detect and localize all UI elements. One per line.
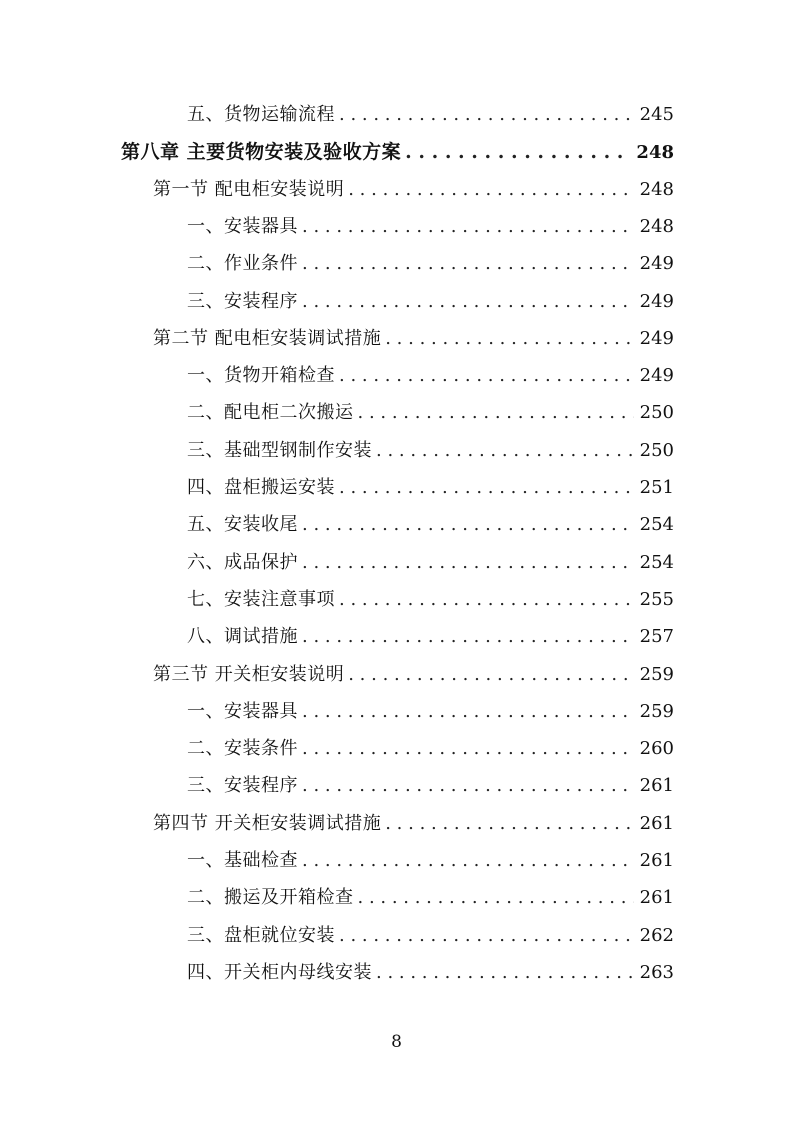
toc-entry-label: 五、货物运输流程 (187, 104, 335, 125)
dot-leader (339, 100, 634, 130)
toc-subsection-entry[interactable] (187, 958, 674, 988)
toc-entry-page-number: 255 (639, 588, 674, 610)
toc-entry-label: 四、盘柜搬运安装 (187, 477, 335, 498)
toc-entry-page-number: 249 (639, 290, 674, 312)
dot-leader (302, 846, 634, 876)
dot-leader (385, 324, 633, 354)
toc-entry-page-number: 249 (639, 253, 674, 275)
toc-entry-page-number: 251 (639, 477, 674, 498)
toc-subsection-entry[interactable] (187, 846, 674, 876)
toc-entry-label: 二、搬运及开箱检查 (187, 887, 354, 909)
toc-entry-label: 第八章 主要货物安装及验收方案 (121, 141, 402, 164)
toc-entry-page-number: 245 (639, 104, 674, 125)
toc-entry-page-number: 249 (639, 365, 674, 387)
toc-entry-page-number: 250 (639, 402, 674, 424)
toc-entry-label: 七、安装注意事项 (187, 588, 335, 610)
dot-leader (302, 771, 634, 801)
dot-leader (376, 436, 634, 466)
toc-subsection-entry[interactable] (187, 287, 674, 317)
toc-subsection-entry[interactable] (187, 510, 674, 540)
toc-entry-label: 一、安装器具 (187, 215, 298, 237)
toc-entry-page-number: 259 (639, 700, 674, 722)
toc-subsection-entry[interactable] (187, 734, 674, 764)
toc-section-entry[interactable] (153, 324, 674, 354)
dot-leader (302, 287, 634, 317)
toc-entry-page-number: 261 (639, 887, 674, 909)
toc-entry-label: 第一节 配电柜安装说明 (153, 178, 345, 200)
toc-entry-page-number: 248 (636, 142, 674, 164)
toc-entry-label: 八、调试措施 (187, 626, 298, 648)
dot-leader (348, 660, 633, 690)
toc-subsection-entry[interactable] (187, 622, 674, 652)
dot-leader (339, 585, 634, 615)
dot-leader (339, 921, 634, 951)
toc-entry-page-number: 262 (639, 924, 674, 946)
toc-entry-label: 二、作业条件 (187, 253, 298, 275)
dot-leader (339, 473, 634, 503)
toc-entry-label: 六、成品保护 (187, 551, 298, 573)
dot-leader (358, 883, 634, 913)
toc-entry-label: 第三节 开关柜安装说明 (153, 663, 345, 685)
toc-entry-label: 一、安装器具 (187, 700, 298, 722)
dot-leader (302, 622, 634, 652)
toc-section-entry[interactable] (153, 660, 674, 690)
toc-entry-label: 三、安装程序 (187, 775, 298, 797)
dot-leader (302, 697, 634, 727)
toc-entry-page-number: 257 (639, 626, 674, 648)
toc-subsection-entry[interactable] (187, 883, 674, 913)
toc-subsection-entry[interactable] (187, 212, 674, 242)
dot-leader (405, 137, 630, 167)
toc-entry-page-number: 248 (639, 215, 674, 237)
toc-entry-label: 二、安装条件 (187, 738, 298, 760)
toc-entry-page-number: 248 (639, 178, 674, 200)
toc-subsection-entry[interactable] (187, 100, 674, 130)
toc-entry-page-number: 254 (639, 551, 674, 573)
toc-subsection-entry[interactable] (187, 473, 674, 503)
toc-entry-page-number: 260 (639, 738, 674, 760)
toc-entry-page-number: 261 (639, 812, 674, 834)
toc-entry-label: 一、基础检查 (187, 850, 298, 871)
toc-subsection-entry[interactable] (187, 361, 674, 391)
toc-entry-label: 三、基础型钢制作安装 (187, 439, 372, 461)
toc-section-entry[interactable] (153, 809, 674, 839)
toc-subsection-entry[interactable] (187, 921, 674, 951)
toc-entry-page-number: 261 (639, 850, 674, 871)
dot-leader (302, 510, 634, 540)
toc-entry-page-number: 250 (639, 439, 674, 461)
dot-leader (302, 548, 634, 578)
toc-entry-page-number: 263 (639, 961, 674, 983)
dot-leader (358, 398, 634, 428)
toc-entry-label: 三、盘柜就位安装 (187, 924, 335, 946)
toc-entry-label: 第四节 开关柜安装调试措施 (153, 812, 382, 834)
toc-entry-label: 二、配电柜二次搬运 (187, 402, 354, 424)
toc-subsection-entry[interactable] (187, 548, 674, 578)
page-number: 8 (391, 1032, 402, 1052)
toc-entry-page-number: 259 (639, 663, 674, 685)
toc-entry-page-number: 261 (639, 775, 674, 797)
dot-leader (385, 809, 633, 839)
toc-subsection-entry[interactable] (187, 697, 674, 727)
toc-subsection-entry[interactable] (187, 436, 674, 466)
dot-leader (348, 175, 633, 205)
dot-leader (376, 958, 634, 988)
toc-entry-page-number: 254 (639, 514, 674, 536)
toc-entry-label: 第二节 配电柜安装调试措施 (153, 327, 382, 349)
toc-subsection-entry[interactable] (187, 585, 674, 615)
dot-leader (339, 361, 634, 391)
toc-subsection-entry[interactable] (187, 249, 674, 279)
toc-entry-label: 五、安装收尾 (187, 514, 298, 536)
toc-subsection-entry[interactable] (187, 771, 674, 801)
toc-entry-label: 四、开关柜内母线安装 (187, 961, 372, 983)
dot-leader (302, 734, 634, 764)
dot-leader (302, 212, 634, 242)
toc-entry-label: 一、货物开箱检查 (187, 365, 335, 387)
toc-entry-page-number: 249 (639, 327, 674, 349)
toc-entry-label: 三、安装程序 (187, 290, 298, 312)
toc-chapter-entry[interactable] (121, 137, 674, 167)
toc-section-entry[interactable] (153, 175, 674, 205)
toc-subsection-entry[interactable] (187, 398, 674, 428)
dot-leader (302, 249, 634, 279)
